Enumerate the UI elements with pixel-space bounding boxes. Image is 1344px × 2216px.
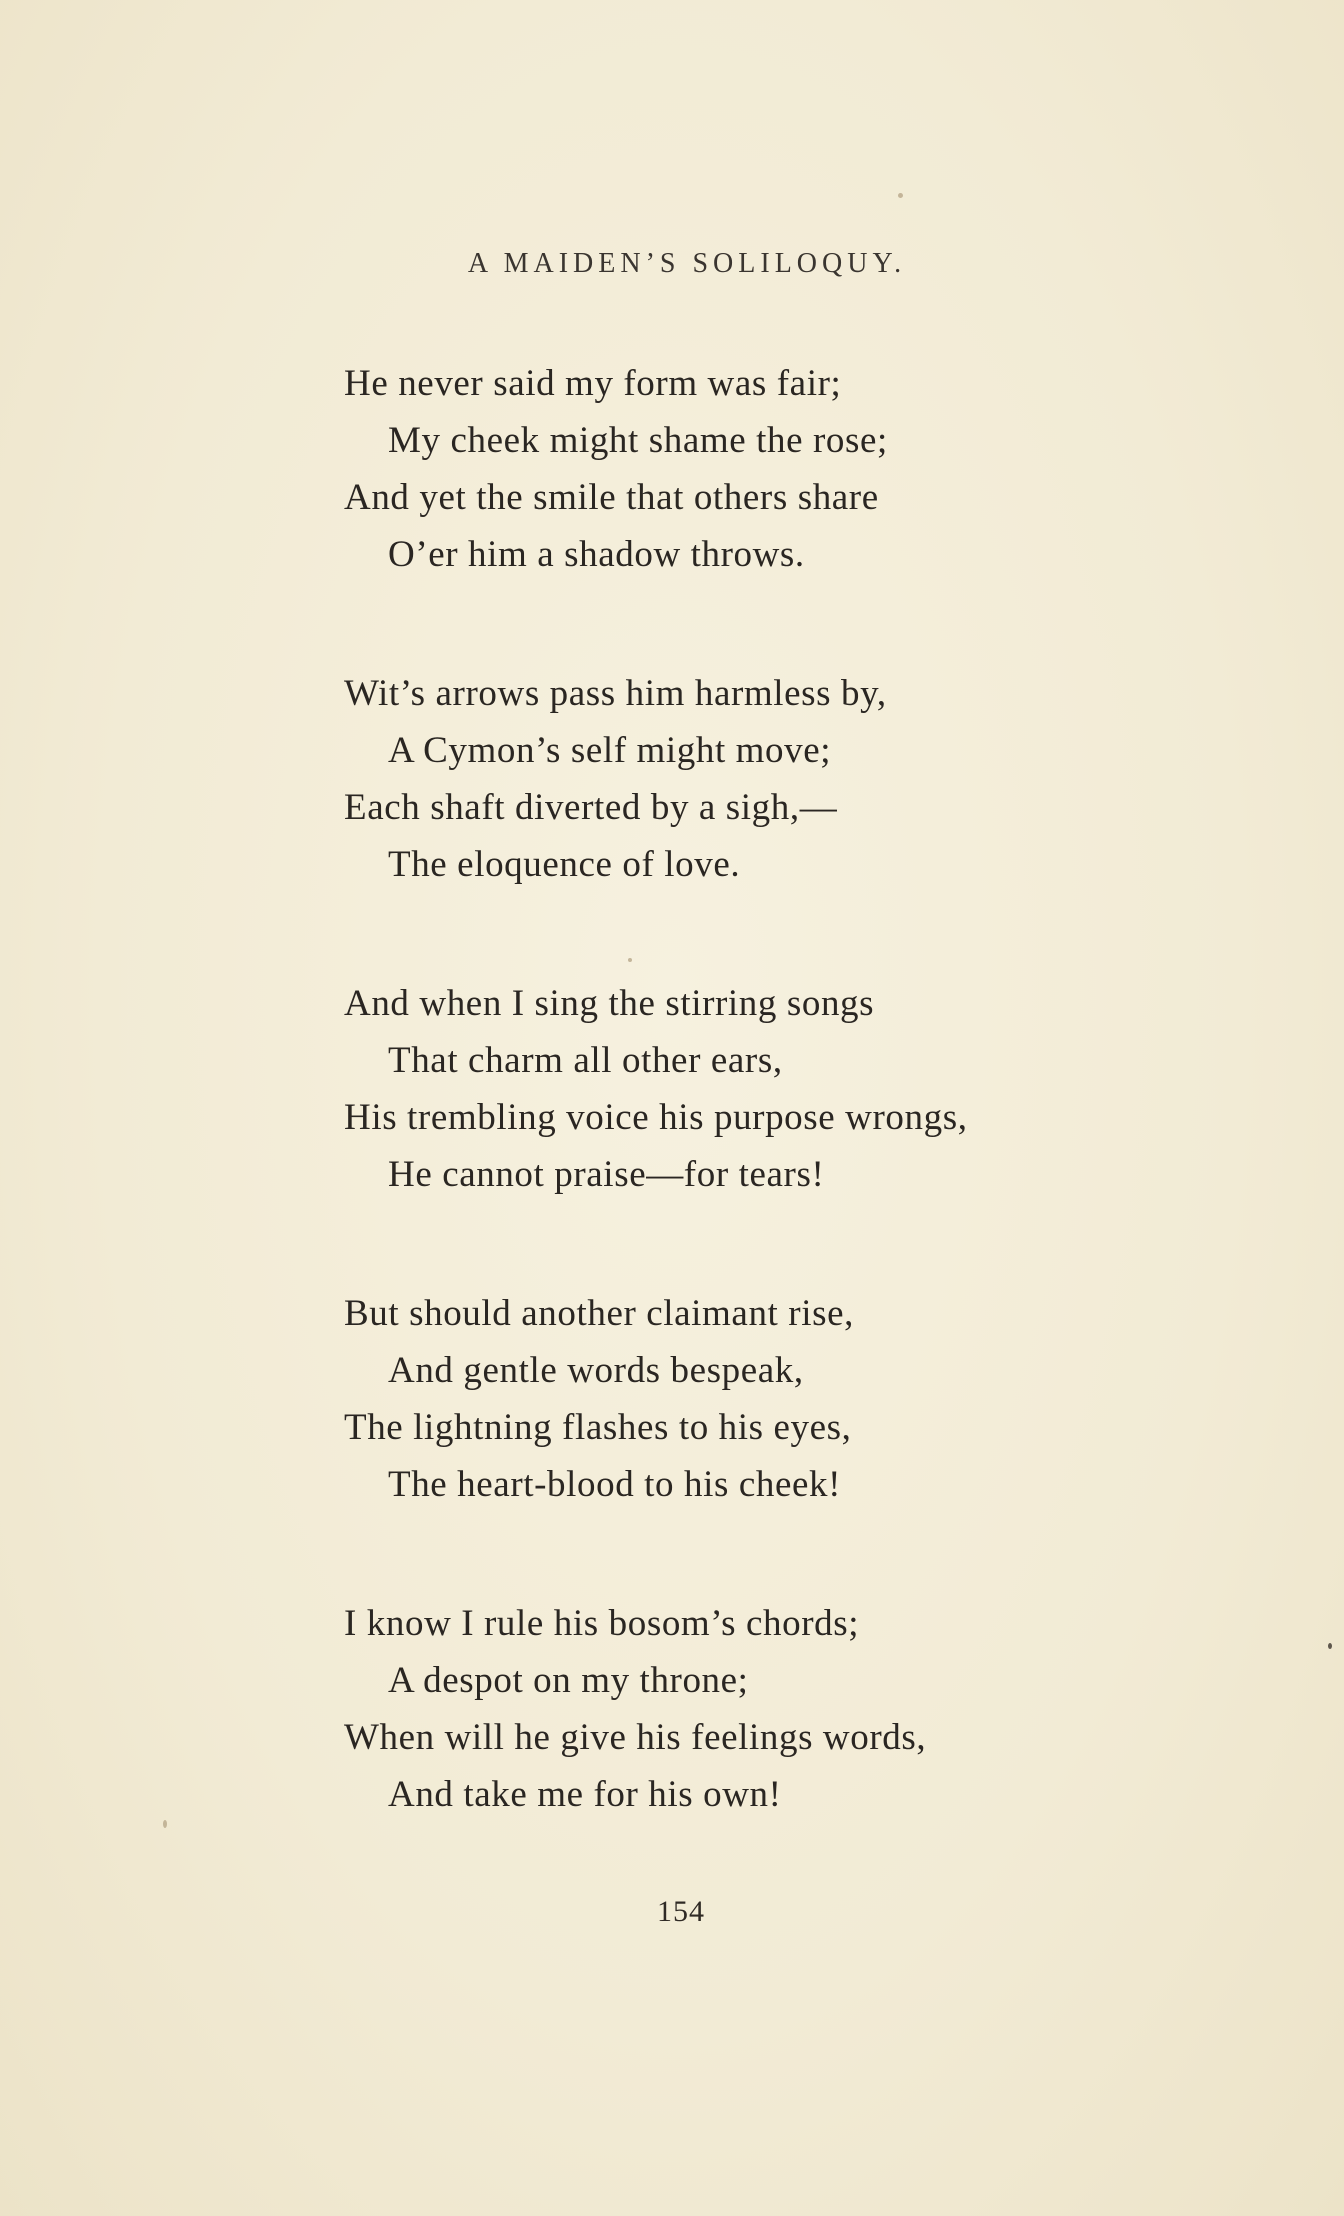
poem-line: O’er him a shadow throws. (388, 534, 805, 575)
poem-line: And take me for his own! (388, 1774, 782, 1815)
poem-line: The lightning flashes to his eyes, (344, 1407, 852, 1448)
poem-line: The eloquence of love. (388, 844, 741, 885)
poem-line: I know I rule his bosom’s chords; (344, 1603, 860, 1644)
paper-speck (1328, 1643, 1332, 1649)
poem-line: He cannot praise—for tears! (388, 1154, 825, 1195)
stanza-2 (344, 665, 1244, 893)
paper-speck (163, 1820, 167, 1828)
page-number: 154 (657, 1895, 705, 1928)
paper-speck (898, 193, 903, 198)
poem-line: Wit’s arrows pass him harmless by, (344, 673, 887, 714)
stanza-5 (344, 1595, 1244, 1823)
paper-speck (628, 958, 632, 962)
poem-line: He never said my form was fair; (344, 363, 842, 404)
poem-line: And yet the smile that others share (344, 477, 879, 518)
poem (344, 355, 1244, 1823)
poem-line: That charm all other ears, (388, 1040, 783, 1081)
poem-line: A despot on my throne; (388, 1660, 749, 1701)
poem-line: His trembling voice his purpose wrongs, (344, 1097, 968, 1138)
poem-line: And when I sing the stirring songs (344, 983, 875, 1024)
stanza-4 (344, 1285, 1244, 1513)
poem-line: When will he give his feelings words, (344, 1717, 927, 1758)
poem-line: Each shaft diverted by a sigh,— (344, 787, 838, 828)
poem-line: The heart-blood to his cheek! (388, 1464, 842, 1505)
running-head: A MAIDEN’S SOLILOQUY. (467, 248, 907, 279)
poem-line: My cheek might shame the rose; (388, 420, 888, 461)
stanza-1 (344, 355, 1244, 583)
poem-line: But should another claimant rise, (344, 1293, 854, 1334)
stanza-3 (344, 975, 1244, 1203)
poem-line: And gentle words bespeak, (388, 1350, 804, 1391)
poem-line: A Cymon’s self might move; (388, 730, 832, 771)
